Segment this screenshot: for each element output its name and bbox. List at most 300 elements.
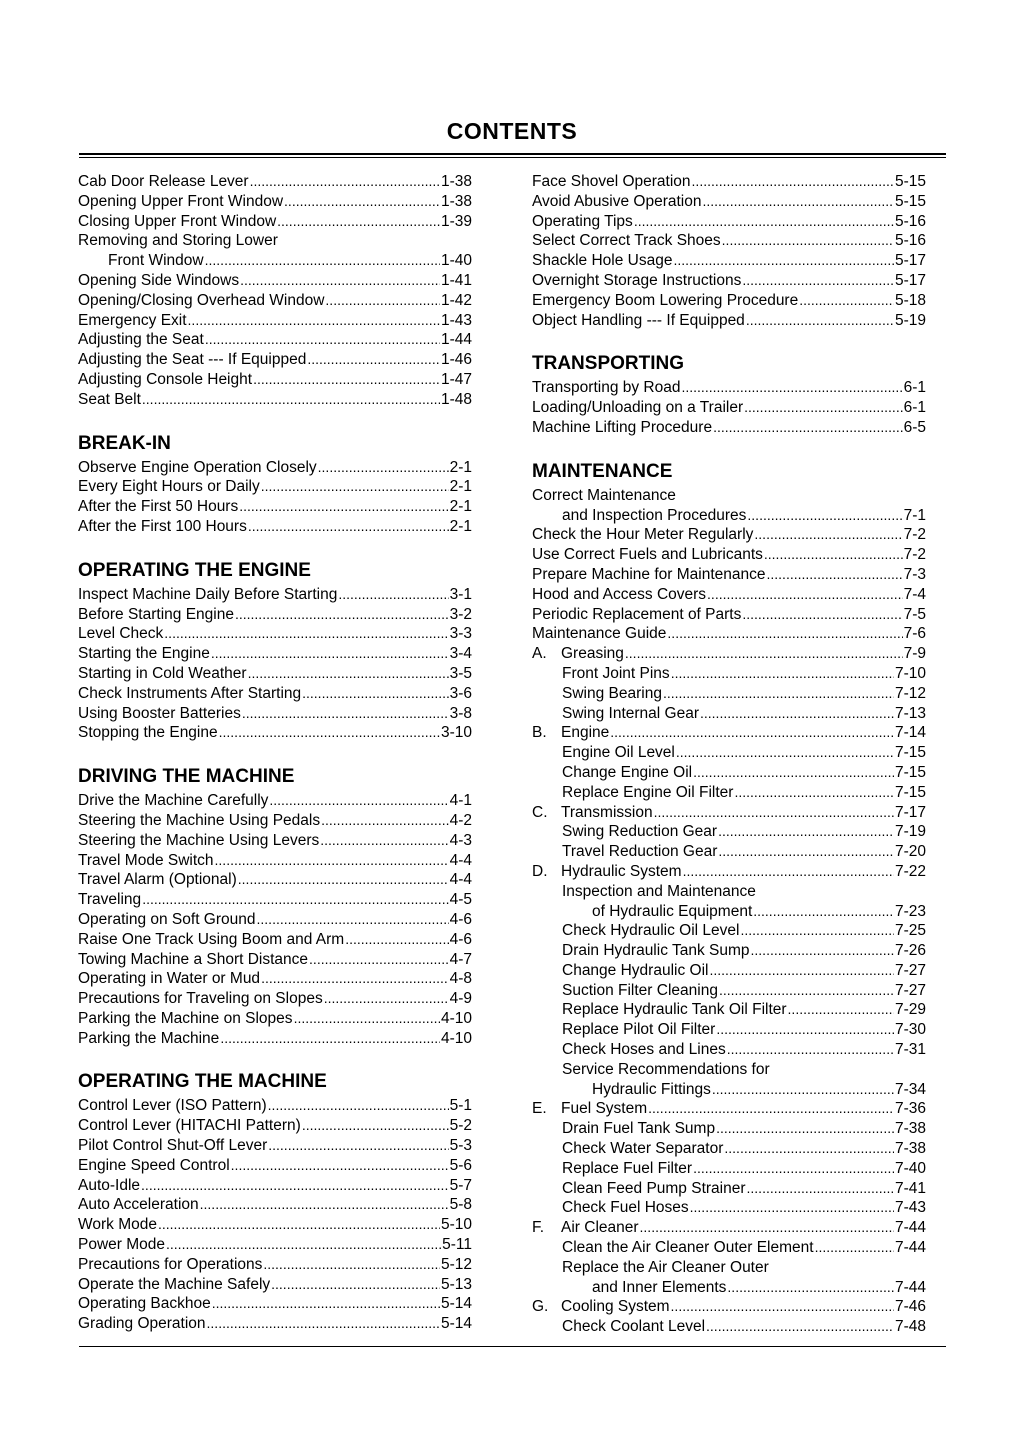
entry-label: Change Engine Oil (562, 763, 693, 781)
dot-leader (253, 370, 440, 390)
dot-leader (709, 961, 894, 981)
entry-label: Prepare Machine for Maintenance (532, 565, 766, 583)
page-number: 7-46 (894, 1298, 926, 1316)
entry-label: Transmission (561, 803, 653, 821)
page-number: 4-4 (449, 871, 472, 889)
page-number: 5-18 (894, 291, 926, 309)
title-divider-thin (79, 157, 946, 158)
toc-entry (78, 1235, 472, 1255)
page-number: 7-48 (894, 1318, 926, 1336)
page-number: 5-1 (449, 1097, 472, 1115)
toc-label-line (532, 486, 926, 506)
entry-label: Starting in Cold Weather (78, 664, 247, 682)
entry-label: Shackle Hole Usage (532, 252, 673, 270)
entry-label: Clean the Air Cleaner Outer Element (562, 1239, 814, 1257)
toc-entry (78, 477, 472, 497)
toc-entry (78, 251, 472, 271)
dot-leader (719, 981, 894, 1001)
entry-label: Replace Fuel Filter (562, 1159, 693, 1177)
toc-entry (532, 291, 926, 311)
dot-leader (712, 1080, 894, 1100)
entry-label: Replace Pilot Oil Filter (562, 1021, 716, 1039)
entry-label: of Hydraulic Equipment (592, 902, 753, 920)
dot-leader (610, 723, 894, 743)
toc-entry (532, 1278, 926, 1298)
toc-entry (532, 271, 926, 291)
toc-entry (78, 831, 472, 851)
dot-leader (261, 477, 449, 497)
toc-entry (532, 605, 926, 625)
page-number: 7-26 (894, 942, 926, 960)
toc-entry (532, 981, 926, 1001)
toc-entry (78, 989, 472, 1009)
dot-leader (215, 851, 449, 871)
page-number: 7-25 (894, 922, 926, 940)
toc-entry (532, 1198, 926, 1218)
entry-label: Traveling (78, 891, 142, 909)
page-number: 5-15 (894, 173, 926, 190)
dot-leader (713, 418, 903, 438)
dot-leader (320, 831, 448, 851)
entry-label: Cooling System (561, 1298, 670, 1316)
entry-label: Swing Bearing (562, 684, 662, 702)
entry-label: Avoid Abusive Operation (532, 192, 702, 210)
dot-leader (307, 350, 440, 370)
toc-entry (78, 1215, 472, 1235)
dot-leader (671, 1297, 894, 1317)
toc-subsection-entry (532, 644, 926, 664)
toc-entry (532, 902, 926, 922)
dot-leader (740, 921, 894, 941)
page-number: 5-17 (894, 271, 926, 289)
entry-label: Periodic Replacement of Parts (532, 605, 742, 623)
toc-subsection-entry (532, 862, 926, 882)
toc-section (78, 430, 472, 537)
page-title: CONTENTS (446, 118, 578, 144)
toc-entry (78, 212, 472, 232)
dot-leader (716, 1119, 894, 1139)
dot-leader (268, 1136, 448, 1156)
toc-entry (532, 1139, 926, 1159)
page-number: 1-38 (440, 173, 472, 190)
entry-label: Cab Door Release Lever (78, 173, 249, 190)
toc-entry (532, 172, 926, 192)
page-number: 7-5 (903, 605, 926, 623)
dot-leader (263, 1255, 440, 1275)
toc-entry (78, 870, 472, 890)
page-number: 7-20 (894, 843, 926, 861)
page-number: 5-2 (449, 1117, 472, 1135)
entry-label: Face Shovel Operation (532, 173, 691, 190)
page-number: 7-31 (894, 1041, 926, 1059)
dot-leader (746, 311, 894, 331)
entry-label: Using Booster Batteries (78, 704, 241, 722)
page-number: 3-4 (449, 645, 472, 663)
entry-label: Loading/Unloading on a Trailer (532, 399, 744, 417)
toc-entry (532, 1238, 926, 1258)
toc-entry (78, 390, 472, 410)
section-heading: OPERATING THE ENGINE (78, 559, 311, 581)
entry-label: Front Joint Pins (562, 664, 670, 682)
toc-entry (532, 684, 926, 704)
toc-entry (78, 1029, 472, 1049)
toc-entry (78, 1136, 472, 1156)
page-number: 5-6 (449, 1156, 472, 1174)
subsection-letter: B. (532, 724, 547, 742)
entry-label: Overnight Storage Instructions (532, 271, 742, 289)
dot-leader (205, 330, 440, 350)
entry-label: Replace the Air Cleaner Outer (562, 1258, 769, 1276)
page-number: 5-14 (440, 1295, 472, 1313)
entry-label: Replace Engine Oil Filter (562, 783, 734, 801)
section-heading: DRIVING THE MACHINE (78, 766, 295, 788)
toc-entry (78, 1195, 472, 1215)
entry-label: Check Instruments After Starting (78, 684, 302, 702)
entry-label: Emergency Boom Lowering Procedure (532, 291, 799, 309)
toc-entry (532, 1080, 926, 1100)
page-number: 2-1 (449, 458, 472, 476)
entry-label: Steering the Machine Using Levers (78, 831, 320, 849)
page-number: 4-6 (449, 930, 472, 948)
page-number: 4-1 (449, 792, 472, 810)
entry-label: Adjusting Console Height (78, 370, 253, 388)
dot-leader (325, 291, 440, 311)
dot-leader (742, 271, 894, 291)
toc-label-line (78, 231, 472, 251)
page-number: 7-22 (894, 862, 926, 880)
dot-leader (248, 664, 449, 684)
toc-entry (78, 605, 472, 625)
entry-label: Grading Operation (78, 1315, 206, 1333)
dot-leader (693, 763, 894, 783)
page-number: 7-29 (894, 1001, 926, 1019)
dot-leader (734, 783, 894, 803)
page-number: 5-12 (440, 1255, 472, 1273)
toc-entry (78, 458, 472, 478)
page-number: 7-4 (903, 585, 926, 603)
dot-leader (219, 723, 440, 743)
toc-entry (532, 418, 926, 438)
dot-leader (742, 605, 902, 625)
toc-entry (78, 644, 472, 664)
toc-label-line (532, 882, 926, 902)
entry-label: Precautions for Traveling on Slopes (78, 990, 323, 1008)
page-number: 3-8 (449, 704, 472, 722)
dot-leader (141, 1176, 449, 1196)
toc-entry (532, 192, 926, 212)
entry-label: Observe Engine Operation Closely (78, 458, 317, 476)
dot-leader (751, 941, 894, 961)
toc-entry (532, 212, 926, 232)
dot-leader (702, 192, 894, 212)
entry-label: Replace Hydraulic Tank Oil Filter (562, 1001, 787, 1019)
dot-leader (692, 172, 894, 192)
dot-leader (676, 743, 894, 763)
toc-section (532, 350, 926, 437)
page-number: 1-48 (440, 390, 472, 408)
dot-leader (302, 1116, 449, 1136)
dot-leader (693, 1159, 894, 1179)
toc-entry (78, 890, 472, 910)
dot-leader (654, 803, 894, 823)
dot-leader (683, 862, 894, 882)
page-number: 3-10 (440, 724, 472, 742)
toc-entry (532, 624, 926, 644)
page-number: 7-41 (894, 1179, 926, 1197)
toc-left-column (78, 172, 472, 1334)
entry-label: Operating Backhoe (78, 1295, 211, 1313)
toc-entry (78, 1176, 472, 1196)
dot-leader (321, 811, 448, 831)
toc-entry (532, 1159, 926, 1179)
entry-label: Towing Machine a Short Distance (78, 950, 309, 968)
dot-leader (788, 1000, 894, 1020)
dot-leader (207, 1314, 440, 1334)
page-number: 7-44 (894, 1239, 926, 1257)
dot-leader (166, 1235, 441, 1255)
entry-label: Control Lever (HITACHI Pattern) (78, 1117, 301, 1135)
page-number: 6-5 (903, 418, 926, 436)
toc-entry (78, 1255, 472, 1275)
page-number: 4-9 (449, 990, 472, 1008)
entry-label: Before Starting Engine (78, 605, 234, 623)
page-number: 4-4 (449, 851, 472, 869)
page-number: 5-19 (894, 311, 926, 329)
toc-section (78, 557, 472, 743)
toc-entry (78, 791, 472, 811)
entry-label: Use Correct Fuels and Lubricants (532, 546, 763, 564)
dot-leader (747, 506, 902, 526)
toc-entry (78, 723, 472, 743)
dot-leader (231, 1156, 449, 1176)
dot-leader (727, 1040, 894, 1060)
entry-label: Power Mode (78, 1236, 166, 1254)
entry-label: Check Water Separator (562, 1140, 724, 1158)
page-number: 7-44 (894, 1278, 926, 1296)
toc-entry (532, 565, 926, 585)
toc-entry (532, 783, 926, 803)
toc-entry (78, 1116, 472, 1136)
page-number: 6-1 (903, 399, 926, 417)
dot-leader (706, 1317, 894, 1337)
entry-label: Greasing (561, 645, 624, 663)
page-number: 6-1 (903, 379, 926, 397)
dot-leader (724, 1139, 894, 1159)
subsection-letter: F. (532, 1219, 545, 1237)
dot-leader (673, 251, 894, 271)
toc-entry (532, 545, 926, 565)
toc-entry (532, 961, 926, 981)
dot-leader (815, 1238, 894, 1258)
dot-leader (309, 950, 449, 970)
toc-entry (78, 969, 472, 989)
toc-entry (532, 763, 926, 783)
toc-subsection-entry (532, 723, 926, 743)
page-number: 7-15 (894, 744, 926, 762)
page-number: 7-34 (894, 1080, 926, 1098)
page-number: 7-27 (894, 981, 926, 999)
dot-leader (718, 842, 894, 862)
page-number: 4-2 (449, 811, 472, 829)
page-number: 7-19 (894, 823, 926, 841)
toc-right-column (532, 172, 926, 1337)
entry-label: Maintenance Guide (532, 625, 667, 643)
entry-label: Suction Filter Cleaning (562, 981, 718, 999)
toc-entry (78, 930, 472, 950)
toc-entry (78, 950, 472, 970)
page-number: 2-1 (449, 517, 472, 535)
dot-leader (284, 192, 440, 212)
page-number: 7-36 (894, 1100, 926, 1118)
dot-leader (648, 1099, 894, 1119)
entry-label: Operating on Soft Ground (78, 910, 256, 928)
entry-label: Starting the Engine (78, 645, 210, 663)
page-number: 2-1 (449, 478, 472, 496)
entry-label: Adjusting the Seat (78, 331, 204, 349)
toc-entry (532, 921, 926, 941)
dot-leader (250, 172, 440, 192)
toc-label-line (532, 1060, 926, 1080)
page-number: 3-2 (449, 605, 472, 623)
toc-entry (78, 704, 472, 724)
dot-leader (318, 458, 449, 478)
dot-leader (338, 585, 448, 605)
entry-label: Emergency Exit (78, 311, 187, 329)
entry-label: Parking the Machine (78, 1029, 220, 1047)
entry-label: Check Fuel Hoses (562, 1199, 689, 1217)
entry-label: Correct Maintenance (532, 486, 676, 504)
page-number: 5-16 (894, 232, 926, 250)
entry-label: Service Recommendations for (562, 1060, 770, 1078)
toc-entry (532, 941, 926, 961)
dot-leader (690, 1198, 894, 1218)
entry-label: Inspect Machine Daily Before Starting (78, 585, 338, 603)
toc-entry (532, 231, 926, 251)
dot-leader (722, 231, 894, 251)
entry-label: Engine (561, 724, 610, 742)
dot-leader (238, 870, 449, 890)
dot-leader (799, 291, 894, 311)
toc-subsection-entry (532, 1297, 926, 1317)
entry-label: Raise One Track Using Boom and Arm (78, 930, 345, 948)
entry-label: Object Handling --- If Equipped (532, 311, 745, 329)
page-number: 7-2 (903, 526, 926, 544)
page-number: 4-10 (440, 1009, 472, 1027)
toc-entry (78, 585, 472, 605)
entry-label: Opening/Closing Overhead Window (78, 291, 325, 309)
page-number: 2-1 (449, 498, 472, 516)
entry-label: Hydraulic Fittings (592, 1080, 711, 1098)
entry-label: Check the Hour Meter Regularly (532, 526, 754, 544)
entry-label: Removing and Storing Lower (78, 232, 278, 250)
dot-leader (277, 212, 440, 232)
toc-entry (532, 251, 926, 271)
toc-entry (532, 1179, 926, 1199)
toc-entry (78, 1314, 472, 1334)
page-number: 7-12 (894, 684, 926, 702)
toc-entry (532, 1317, 926, 1337)
entry-label: Operate the Machine Safely (78, 1275, 271, 1293)
dot-leader (164, 624, 448, 644)
toc-entry (532, 525, 926, 545)
page-number: 1-42 (440, 291, 472, 309)
page-number: 1-39 (440, 212, 472, 230)
dot-leader (294, 1009, 440, 1029)
dot-leader (753, 902, 894, 922)
dot-leader (158, 1215, 440, 1235)
page-number: 1-43 (440, 311, 472, 329)
entry-label: Closing Upper Front Window (78, 212, 277, 230)
dot-leader (681, 378, 902, 398)
title-divider (79, 153, 946, 155)
toc-entry (78, 624, 472, 644)
page-number: 7-27 (894, 961, 926, 979)
toc-entry (532, 398, 926, 418)
toc-entry (78, 517, 472, 537)
toc-entry (78, 370, 472, 390)
page-number: 4-7 (449, 950, 472, 968)
entry-label: Drive the Machine Carefully (78, 792, 269, 810)
entry-label: Clean Feed Pump Strainer (562, 1179, 746, 1197)
dot-leader (302, 684, 448, 704)
toc-entry (78, 910, 472, 930)
toc-entry (78, 271, 472, 291)
entry-label: Operating Tips (532, 212, 633, 230)
dot-leader (142, 890, 448, 910)
toc-entry (78, 192, 472, 212)
entry-label: and Inspection Procedures (562, 506, 747, 524)
toc-subsection-entry (532, 1218, 926, 1238)
entry-label: Change Hydraulic Oil (562, 961, 709, 979)
entry-label: Engine Oil Level (562, 744, 675, 762)
dot-leader (718, 822, 894, 842)
dot-leader (345, 930, 448, 950)
dot-leader (257, 910, 449, 930)
dot-leader (142, 390, 440, 410)
page-number: 7-23 (894, 902, 926, 920)
entry-label: Hydraulic System (561, 862, 682, 880)
dot-leader (211, 644, 449, 664)
toc-section (78, 1068, 472, 1334)
entry-label: Drain Fuel Tank Sump (562, 1120, 716, 1138)
dot-leader (667, 624, 902, 644)
subsection-letter: C. (532, 803, 548, 821)
subsection-letter: E. (532, 1100, 547, 1118)
toc-entry (78, 291, 472, 311)
entry-label: Check Hoses and Lines (562, 1041, 726, 1059)
entry-label: Swing Internal Gear (562, 704, 699, 722)
dot-leader (212, 1294, 440, 1314)
dot-leader (747, 1179, 894, 1199)
dot-leader (248, 517, 449, 537)
entry-label: Auto-Idle (78, 1176, 141, 1194)
page-number: 5-17 (894, 252, 926, 270)
dot-leader (700, 704, 894, 724)
toc-entry (532, 822, 926, 842)
entry-label: Select Correct Track Shoes (532, 232, 721, 250)
toc-entry (532, 664, 926, 684)
subsection-letter: A. (532, 645, 547, 663)
toc-entry (532, 311, 926, 331)
dot-leader (268, 1096, 449, 1116)
section-heading: OPERATING THE MACHINE (78, 1071, 327, 1093)
entry-label: After the First 50 Hours (78, 498, 239, 516)
toc-entry (78, 497, 472, 517)
entry-label: Engine Speed Control (78, 1156, 230, 1174)
page-number: 7-2 (903, 546, 926, 564)
toc-entry (78, 350, 472, 370)
toc-entry (532, 743, 926, 763)
